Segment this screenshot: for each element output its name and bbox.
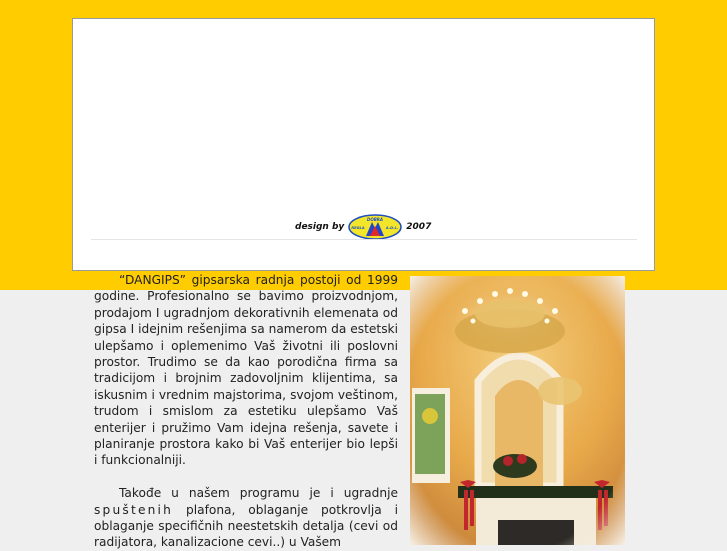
paragraph-2-rest: plafona, oblaganje potkrovlja i oblaganje specifičnih neestetskih detalja (cevi od radijatora, kanalizacione cevi..) u Vašem (94, 502, 398, 550)
intro-paragraph-1: “DANGIPS” gipsarska radnja postoji od 1999 godine. Profesionalno se bavimo proizvodnjom, prodajom I ugradnjom dekorativnih elemenata od gipsa I idejnim rešenjima sa namerom da estetski ulepšamo i oplemenimo Vaš životni ili poslovni prostor. Trudimo se da kao porodična firma sa tradicijom i brojnim zadovoljnim klijentima, sa iskusnim i vrednim majstorima, svojom veštinom, trudom i smislom za estetiku ulepšamo Vaš enterijer i pružimo Vam idejna rešenja, savete i planiranje prostora kako bi Vaš enterijer bio lepši i funkcionalniji. (94, 273, 398, 468)
header-banner (72, 18, 655, 271)
header-divider (91, 239, 637, 240)
chandelier-fireplace-image (410, 276, 625, 545)
paragraph-2-start: Takođe u našem programu je i ugradnje (119, 486, 398, 501)
intro-text (94, 272, 398, 551)
credit-prefix: design by (295, 222, 345, 232)
intro-paragraph-2 (94, 485, 398, 551)
svg-text:DOBRA: DOBRA (367, 217, 384, 222)
svg-text:REGLA: REGLA (351, 226, 365, 230)
design-credit (295, 213, 431, 241)
paragraph-2-spaced-word: spuštenih (94, 502, 174, 517)
regla-logo-icon[interactable] (348, 214, 402, 240)
credit-year: 2007 (406, 222, 432, 232)
svg-text:A.D.L.: A.D.L. (386, 226, 399, 230)
interior-photo (410, 276, 625, 545)
